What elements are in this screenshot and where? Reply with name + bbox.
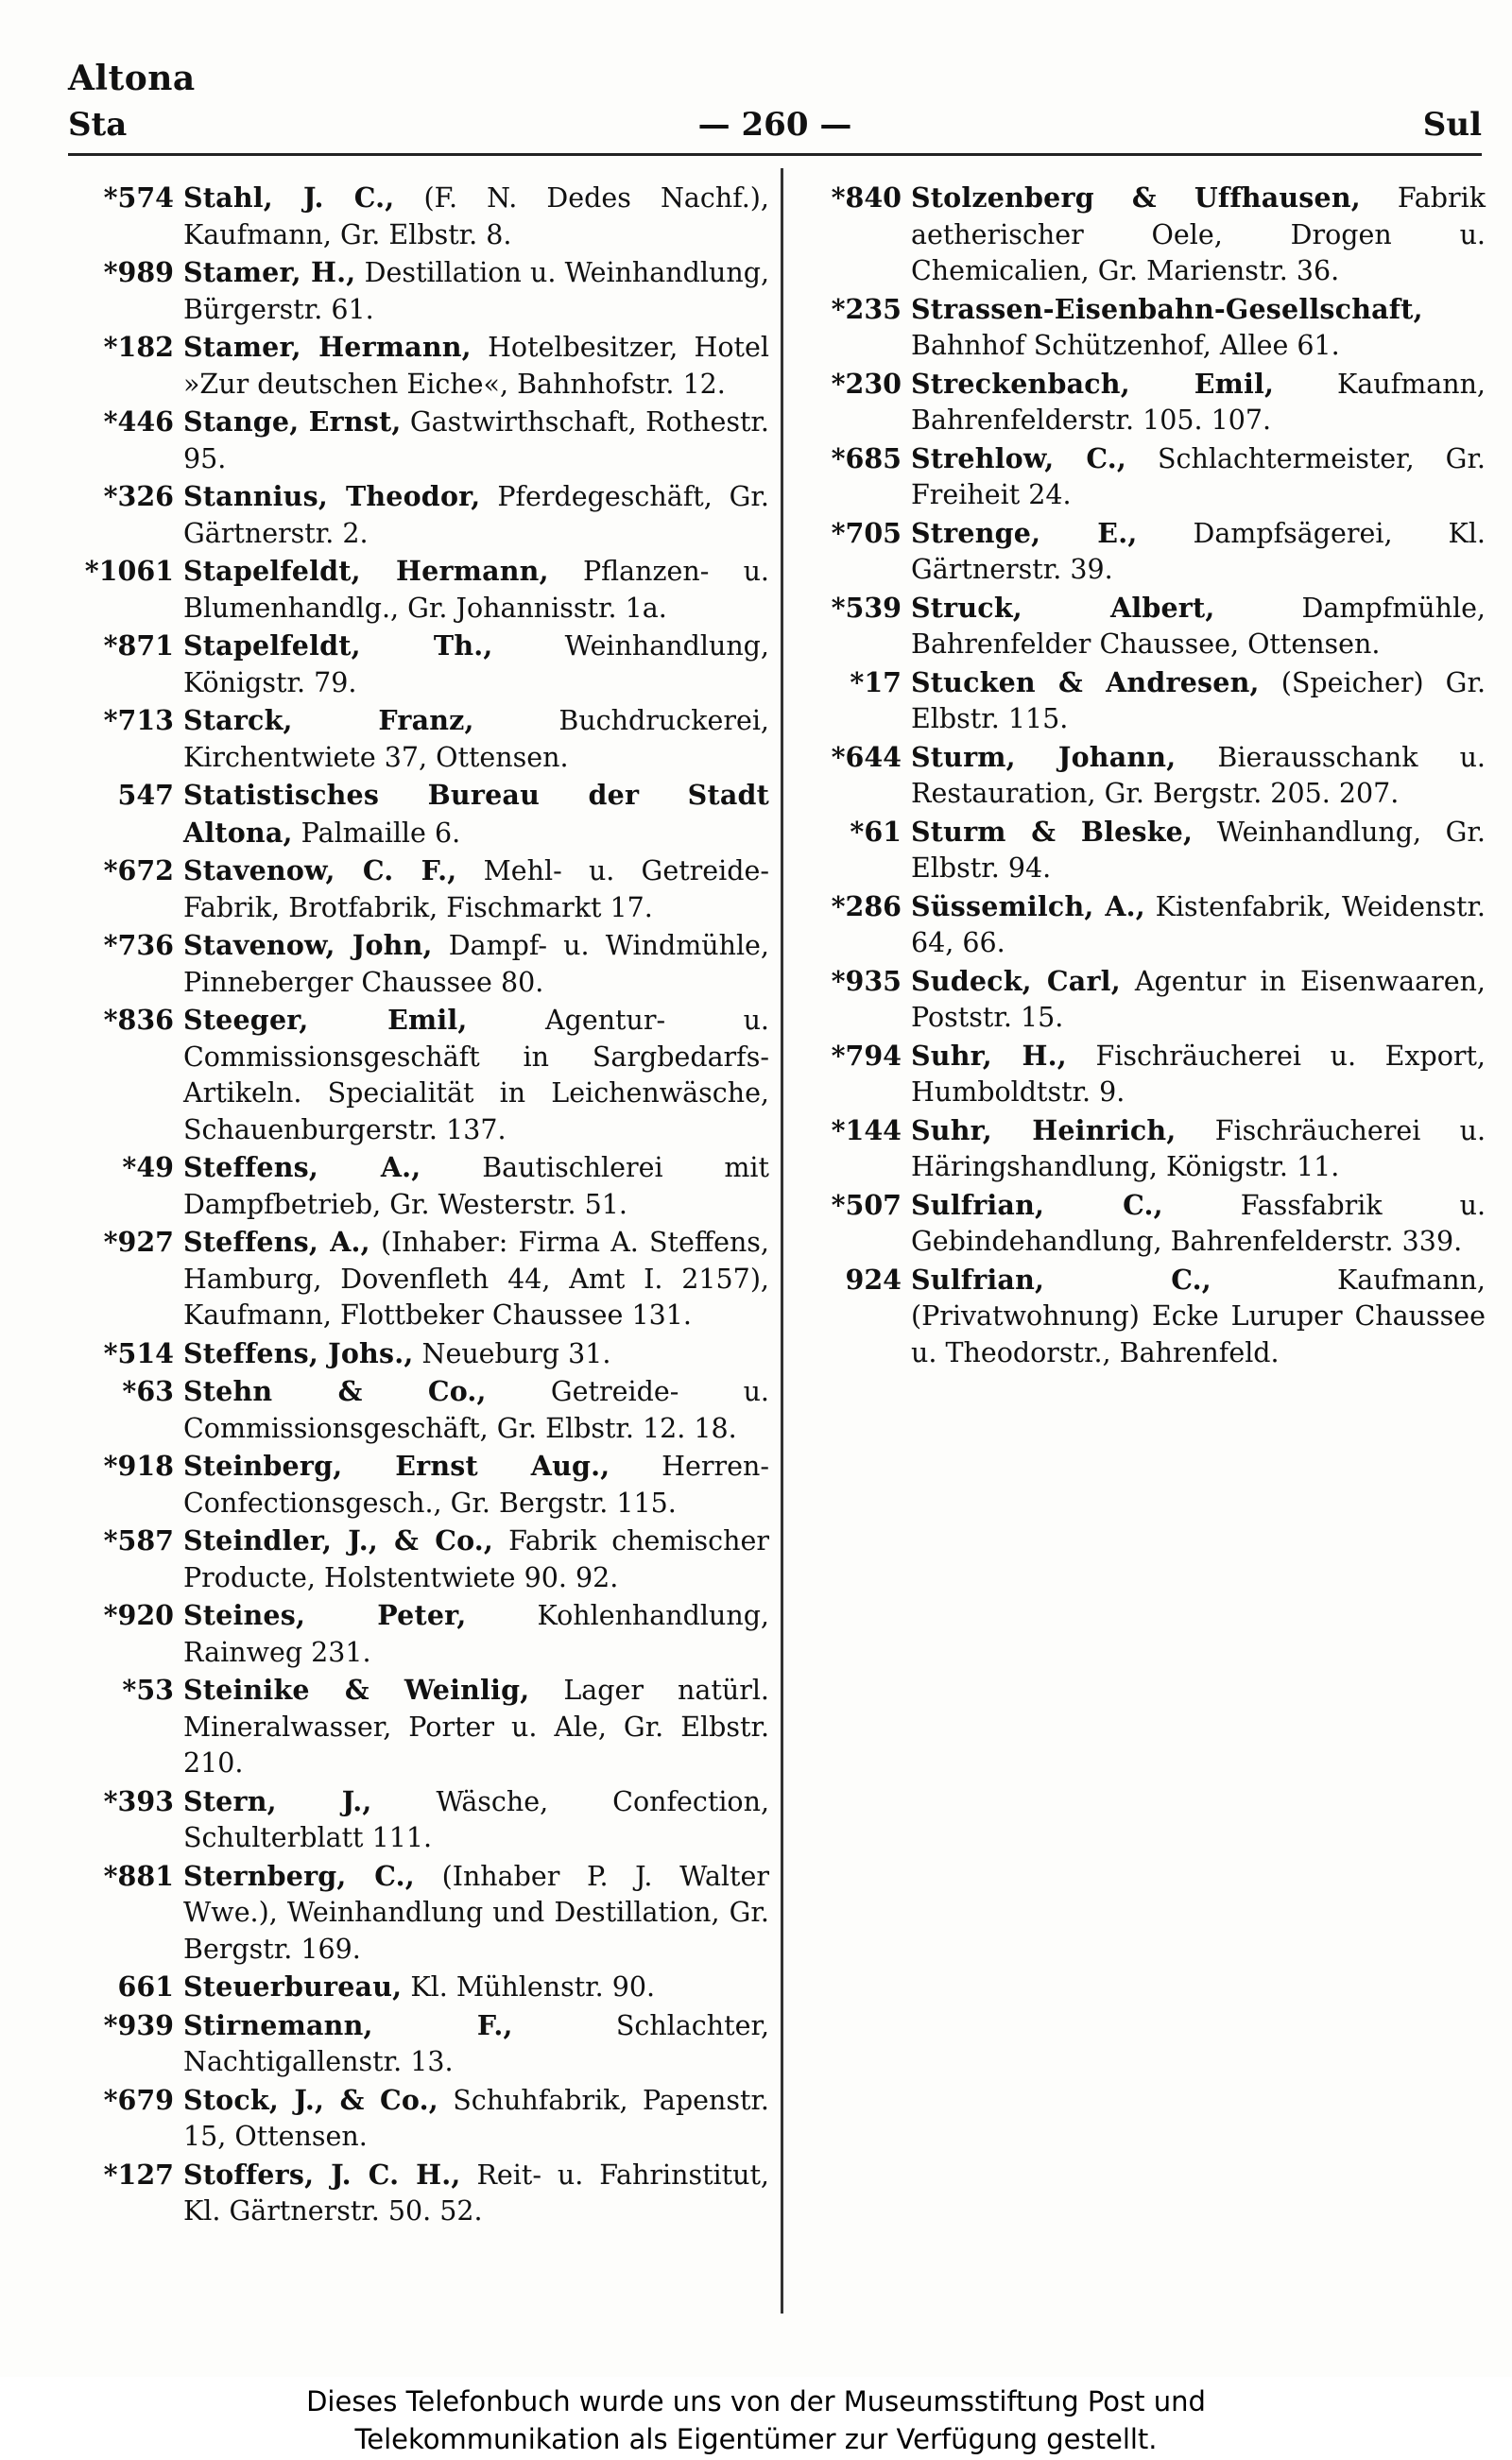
subscriber-details: Fischräucherei u. Häringshandlung, Königstr. 11. <box>911 1114 1486 1182</box>
subscriber-details: Pflanzen- u. Blumenhandlg., Gr. Johannisstr. 1a. <box>183 556 769 624</box>
directory-entry <box>68 1969 769 2006</box>
phone-number: *182 <box>103 331 174 363</box>
page-number: — 260 — <box>697 106 852 144</box>
directory-entry <box>68 254 769 328</box>
subscriber-details: Schlachtermeister, Gr. Freiheit 24. <box>911 442 1486 510</box>
subscriber-name: Sudeck, Carl, <box>911 964 1121 997</box>
subscriber-details: Kaufmann, (Privatwohnung) Ecke Luruper Chaussee u. Theodorstr., Bahrenfeld. <box>911 1264 1486 1368</box>
directory-entry <box>68 1448 769 1522</box>
phone-number: *840 <box>831 181 902 214</box>
phone-number: *286 <box>831 889 902 922</box>
phone-number: *514 <box>103 1336 174 1369</box>
directory-entry <box>68 180 769 253</box>
phone-number: *935 <box>831 964 902 997</box>
directory-entry <box>68 1224 769 1334</box>
subscriber-details: Bautischlerei mit Dampfbetrieb, Gr. Westerstr. 51. <box>183 1152 769 1220</box>
directory-entry <box>68 852 769 926</box>
directory-entry <box>68 553 769 627</box>
subscriber-name: Stucken & Andresen, <box>911 665 1260 698</box>
phone-number: *587 <box>103 1524 174 1557</box>
directory-entry <box>68 1783 769 1857</box>
subscriber-details: Fassfabrik u. Gebindehandlung, Bahrenfelderstr. 339. <box>911 1189 1486 1257</box>
directory-entry <box>796 590 1486 663</box>
subscriber-details: (F. N. Dedes Nachf.), Kaufmann, Gr. Elbstr. 8. <box>183 182 769 250</box>
directory-entry <box>68 702 769 776</box>
subscriber-name: Struck, Albert, <box>911 591 1215 624</box>
subscriber-name: Stapelfeldt, Hermann, <box>183 555 549 587</box>
phone-number: 924 <box>845 1263 902 1296</box>
directory-entry <box>796 1038 1486 1111</box>
phone-number: *49 <box>122 1151 174 1183</box>
phone-number: *1061 <box>84 555 174 587</box>
subscriber-details: Destillation u. Weinhandlung, Bürgerstr. 61. <box>183 257 770 325</box>
subscriber-details: Schuhfabrik, Papenstr. 15, Ottensen. <box>183 2084 769 2152</box>
phone-number: *679 <box>103 2083 174 2116</box>
directory-entry <box>68 1335 769 1373</box>
directory-entry <box>68 2157 769 2230</box>
directory-entry <box>796 1112 1486 1186</box>
directory-entry <box>68 1672 769 1782</box>
directory-entry <box>68 478 769 552</box>
subscriber-name: Stapelfeldt, Th., <box>183 629 493 662</box>
phone-number: *713 <box>103 704 174 736</box>
phone-number: *920 <box>103 1599 174 1631</box>
phone-number: *672 <box>103 854 174 886</box>
subscriber-details: Wäsche, Confection, Schulterblatt 111. <box>183 1785 770 1853</box>
phone-number: *63 <box>122 1375 174 1407</box>
phone-number: *685 <box>831 441 902 474</box>
phone-number: *326 <box>103 480 174 512</box>
subscriber-details: Buchdruckerei, Kirchentwiete 37, Ottensen. <box>183 705 769 773</box>
subscriber-name: Stoffers, J. C. H., <box>183 2158 461 2191</box>
phone-number: *705 <box>831 516 902 549</box>
directory-entry <box>796 1262 1486 1372</box>
subscriber-details: Kl. Mühlenstr. 90. <box>402 1971 656 2003</box>
phone-number: 661 <box>117 1970 174 2003</box>
subscriber-details: Lager natürl. Mineralwasser, Porter u. Ale, Gr. Elbstr. 210. <box>183 1675 769 1779</box>
subscriber-name: Stahl, J. C., <box>183 181 395 214</box>
directory-entry <box>796 963 1486 1037</box>
subscriber-name: Steines, Peter, <box>183 1599 467 1631</box>
directory-entry <box>68 1002 769 1148</box>
directory-entry <box>796 440 1486 514</box>
subscriber-details: Schlachter, Nachtigallenstr. 13. <box>183 2009 769 2077</box>
directory-entry <box>68 1522 769 1596</box>
subscriber-name: Steffens, A., <box>183 1151 421 1183</box>
directory-entry <box>68 1597 769 1671</box>
running-head-city: Altona <box>68 59 196 98</box>
header-range-start: Sta <box>68 106 128 144</box>
phone-number: *939 <box>103 2008 174 2041</box>
phone-number: *881 <box>103 1859 174 1892</box>
subscriber-name: Steuerbureau, <box>183 1970 403 2003</box>
subscriber-details: Herren-Confectionsgesch., Gr. Bergstr. 115. <box>183 1451 769 1519</box>
directory-entry <box>68 2082 769 2156</box>
phone-number: *794 <box>831 1039 902 1072</box>
subscriber-name: Stange, Ernst, <box>183 405 402 438</box>
phone-number: *836 <box>103 1004 174 1036</box>
page-header <box>68 106 1482 155</box>
subscriber-name: Stock, J., & Co., <box>183 2083 438 2116</box>
subscriber-name: Statistisches Bureau der Stadt Altona, <box>183 779 769 849</box>
directory-entry <box>68 1149 769 1223</box>
subscriber-details: Dampfsägerei, Kl. Gärtnerstr. 39. <box>911 517 1486 585</box>
subscriber-name: Starck, Franz, <box>183 704 474 736</box>
footer-line-1: Dieses Telefonbuch wurde uns von der Museumsstiftung Post und <box>306 2385 1206 2417</box>
phone-number: *17 <box>850 665 902 698</box>
phone-number: *574 <box>103 181 174 214</box>
phone-number: *446 <box>103 405 174 438</box>
subscriber-details: Hotelbesitzer, Hotel »Zur deutschen Eiche«, Bahnhofstr. 12. <box>183 332 769 400</box>
subscriber-details: (Inhaber: Firma A. Steffens, Hamburg, Dovenfleth 44, Amt I. 2157), Kaufmann, Flottbeker Chaussee 131. <box>183 1227 769 1331</box>
subscriber-name: Suhr, H., <box>911 1039 1067 1072</box>
subscriber-details: Weinhandlung, Königstr. 79. <box>183 630 769 698</box>
phone-number: *539 <box>831 591 902 624</box>
directory-entry <box>68 927 769 1001</box>
subscriber-name: Strehlow, C., <box>911 441 1127 474</box>
subscriber-details: Dampf- u. Windmühle, Pinneberger Chaussee 80. <box>183 930 769 998</box>
subscriber-name: Sulfrian, C., <box>911 1188 1163 1221</box>
footer-line-2: Telekommunikation als Eigentümer zur Verfügung gestellt. <box>354 2423 1158 2455</box>
subscriber-details: Palmaille 6. <box>292 817 461 849</box>
phone-number: 547 <box>117 779 174 811</box>
subscriber-details: Weinhandlung, Gr. Elbstr. 94. <box>911 816 1486 884</box>
subscriber-details: Bierausschank u. Restauration, Gr. Bergstr. 205. 207. <box>911 741 1486 809</box>
phone-number: *736 <box>103 929 174 961</box>
subscriber-details: Fabrik aetherischer Oele, Drogen u. Chemicalien, Gr. Marienstr. 36. <box>911 182 1486 286</box>
subscriber-details: Kaufmann, Bahrenfelderstr. 105. 107. <box>911 368 1486 436</box>
phone-number: *989 <box>103 256 174 288</box>
subscriber-details: Mehl- u. Getreide-Fabrik, Brotfabrik, Fischmarkt 17. <box>183 855 769 923</box>
subscriber-details: Reit- u. Fahrinstitut, Kl. Gärtnerstr. 50. 52. <box>183 2159 769 2227</box>
directory-entry <box>796 814 1486 887</box>
subscriber-name: Stamer, Hermann, <box>183 331 472 363</box>
subscriber-name: Strassen-Eisenbahn-Gesellschaft, <box>911 292 1423 325</box>
subscriber-details: Agentur- u. Commissionsgeschäft in Sargbedarfs-Artikeln. Specialität in Leichenwäsche, Schauenburgerstr. 137. <box>183 1005 769 1145</box>
subscriber-name: Stolzenberg & Uffhausen, <box>911 181 1361 214</box>
directory-entry <box>796 664 1486 738</box>
subscriber-name: Suhr, Heinrich, <box>911 1113 1177 1146</box>
subscriber-name: Streckenbach, Emil, <box>911 367 1275 400</box>
directory-entry <box>68 1858 769 1969</box>
subscriber-details: (Inhaber P. J. Walter Wwe.), Weinhandlung und Destillation, Gr. Bergstr. 169. <box>183 1860 769 1965</box>
subscriber-name: Süssemilch, A., <box>911 889 1145 922</box>
directory-entry <box>796 291 1486 365</box>
subscriber-name: Steffens, Johs., <box>183 1336 414 1369</box>
subscriber-name: Sulfrian, C., <box>911 1263 1211 1296</box>
phone-number: *144 <box>831 1113 902 1146</box>
phone-number: *918 <box>103 1450 174 1482</box>
subscriber-details: Fischräucherei u. Export, Humboldtstr. 9. <box>911 1040 1486 1108</box>
header-rule <box>68 153 1482 156</box>
subscriber-details: Kistenfabrik, Weidenstr. 64, 66. <box>911 890 1486 958</box>
directory-entry <box>68 628 769 701</box>
column-divider <box>781 168 783 2314</box>
subscriber-details: Neueburg 31. <box>413 1337 611 1369</box>
directory-entry <box>796 1187 1486 1261</box>
phone-number: *127 <box>103 2158 174 2191</box>
directory-entry <box>68 1373 769 1447</box>
subscriber-details: Dampfmühle, Bahrenfelder Chaussee, Ottensen. <box>911 592 1486 660</box>
phone-number: *393 <box>103 1784 174 1817</box>
subscriber-details: Agentur in Eisenwaaren, Poststr. 15. <box>911 965 1486 1033</box>
phone-number: *235 <box>831 292 902 325</box>
subscriber-name: Steeger, Emil, <box>183 1004 468 1036</box>
phone-number: *927 <box>103 1226 174 1258</box>
phone-number: *61 <box>850 815 902 848</box>
subscriber-name: Sturm & Bleske, <box>911 815 1194 848</box>
subscriber-name: Strenge, E., <box>911 516 1138 549</box>
subscriber-name: Steinberg, Ernst Aug., <box>183 1450 610 1482</box>
subscriber-name: Stehn & Co., <box>183 1375 487 1407</box>
subscriber-name: Stavenow, John, <box>183 929 433 961</box>
left-column <box>68 180 769 2231</box>
phone-number: *644 <box>831 740 902 773</box>
subscriber-name: Stern, J., <box>183 1784 372 1817</box>
directory-entry <box>796 366 1486 439</box>
subscriber-name: Stamer, H., <box>183 256 356 288</box>
footer-credit <box>0 2377 1512 2460</box>
phone-number: *507 <box>831 1188 902 1221</box>
directory-entry <box>68 329 769 403</box>
directory-entry <box>796 515 1486 589</box>
directory-entry <box>796 739 1486 813</box>
phone-number: *230 <box>831 367 902 400</box>
subscriber-details: Bahnhof Schützenhof, Allee 61. <box>911 330 1340 361</box>
directory-entry <box>68 404 769 477</box>
subscriber-details: Getreide- u. Commissionsgeschäft, Gr. Elbstr. 12. 18. <box>183 1376 769 1444</box>
header-range-end: Sul <box>1422 106 1482 144</box>
directory-entry <box>68 2007 769 2081</box>
directory-entry <box>796 888 1486 962</box>
subscriber-details: (Speicher) Gr. Elbstr. 115. <box>911 666 1486 734</box>
subscriber-name: Steinike & Weinlig, <box>183 1674 530 1706</box>
subscriber-name: Sturm, Johann, <box>911 740 1177 773</box>
subscriber-name: Stannius, Theodor, <box>183 480 481 512</box>
subscriber-details: Fabrik chemischer Producte, Holstentwiete 90. 92. <box>183 1525 769 1593</box>
phone-number: *53 <box>122 1674 174 1706</box>
right-column <box>796 180 1486 1372</box>
subscriber-details: Pferdegeschäft, Gr. Gärtnerstr. 2. <box>183 481 769 549</box>
phone-number: *871 <box>103 629 174 662</box>
subscriber-name: Steffens, A., <box>183 1226 370 1258</box>
subscriber-name: Steindler, J., & Co., <box>183 1524 494 1557</box>
directory-entry <box>796 180 1486 290</box>
subscriber-details: Kohlenhandlung, Rainweg 231. <box>183 1600 769 1668</box>
subscriber-name: Stirnemann, F., <box>183 2008 513 2041</box>
subscriber-name: Stavenow, C. F., <box>183 854 457 886</box>
subscriber-details: Gastwirthschaft, Rothestr. 95. <box>183 406 769 474</box>
subscriber-name: Sternberg, C., <box>183 1859 415 1892</box>
directory-entry <box>68 777 769 852</box>
